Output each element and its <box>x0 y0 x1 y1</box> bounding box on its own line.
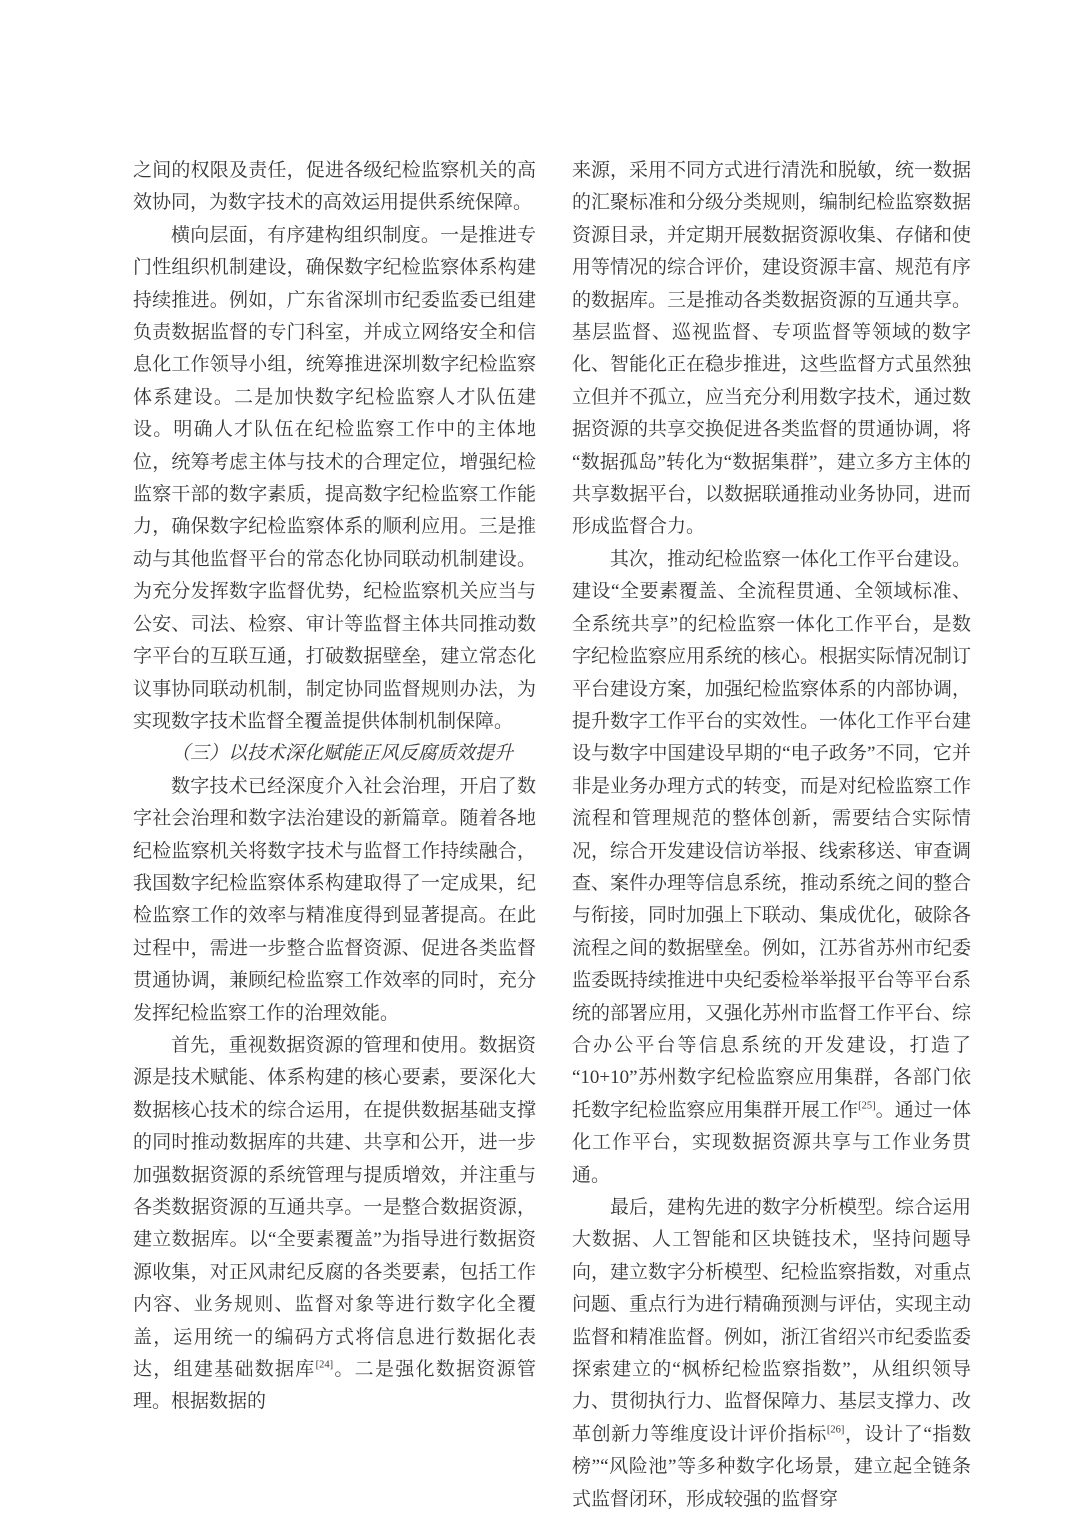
text-run: 来源，采用不同方式进行清洗和脱敏，统一数据的汇聚标准和分级分类规则，编制纪检监察数据资源目录，并定期开展数据资源收集、存储和使用等情况的综合评价，建设资源丰富、规范有序的数据库。三是推动各类数据资源的互通共享。基层监督、巡视监督、专项监督等领域的数字化、智能化正在稳步推进，这些监督方式虽然独立但并不孤立，应当充分利用数字技术，通过数据资源的共享交换促进各类监督的贯通协调，将“数据孤岛”转化为“数据集群”，建立多方主体的共享数据平台，以数据联通推动业务协同，进而形成监督合力。 <box>572 160 972 538</box>
footnote-reference: [25] <box>858 1100 876 1112</box>
text-run: 其次，推动纪检监察一体化工作平台建设。建设“全要素覆盖、全流程贯通、全领域标准、全系统共享”的纪检监察一体化工作平台，是数字纪检监察应用系统的核心。根据实际情况制订平台建设方案，加强纪检监察体系的内部协调，提升数字工作平台的实效性。一体化工作平台建设与数字中国建设早期的“电子政务”不同，它并非是业务办理方式的转变，而是对纪检监察工作流程和管理规范的整体创新，需要结合实际情况，综合开发建设信访举报、线索移送、审查调查、案件办理等信息系统，推动系统之间的整合与衔接，同时加强上下联动、集成优化，破除各流程之间的数据壁垒。例如，江苏省苏州市纪委监委既持续推进中央纪委检举举报平台等平台系统的部署应用，又强化苏州市监督工作平台、综合办公平台等信息系统的开发建设，打造了“10+10”苏州数字纪检监察应用集群，各部门依托数字纪检监察应用集群开展工作 <box>572 548 972 1121</box>
text-run: 数字技术已经深度介入社会治理，开启了数字社会治理和数字法治建设的新篇章。随着各地纪检监察机关将数字技术与监督工作持续融合，我国数字纪检监察体系构建取得了一定成果，纪检监察工作的效率与精准度得到显著提高。在此过程中，需进一步整合监督资源、促进各类监督贯通协调，兼顾纪检监察工作效率的同时，充分发挥纪检监察工作的治理效能。 <box>133 775 536 1024</box>
body-paragraph <box>133 1030 536 1419</box>
text-run: 首先，重视数据资源的管理和使用。数据资源是技术赋能、体系构建的核心要素，要深化大数据核心技术的综合运用，在提供数据基础支撑的同时推动数据库的共建、共享和公开，进一步加强数据资源的系统管理与提质增效，并注重与各类数据资源的互通共享。一是整合数据资源，建立数据库。以“全要素覆盖”为指导进行数据资源收集，对正风肃纪反腐的各类要素，包括工作内容、业务规则、监督对象等进行数字化全覆盖，运用统一的编码方式将信息进行数据化表达，组建基础数据库 <box>133 1034 536 1381</box>
body-paragraph <box>572 544 971 1192</box>
text-run: 横向层面，有序建构组织制度。一是推进专门性组织机制建设，确保数字纪检监察体系构建持续推进。例如，广东省深圳市纪委监委已组建负责数据监督的专门科室，并成立网络安全和信息化工作领导小组，统筹推进深圳数字纪检监察体系建设。二是加快数字纪检监察人才队伍建设。明确人才队伍在纪检监察工作中的主体地位，统筹考虑主体与技术的合理定位，增强纪检监察干部的数字素质，提高数字纪检监察工作能力，确保数字纪检监察体系的顺利应用。三是推动与其他监督平台的常态化协同联动机制建设。为充分发挥数字监督优势，纪检监察机关应当与公安、司法、检察、审计等监督主体共同推动数字平台的互联互通，打破数据壁垒，建立常态化议事协同联动机制，制定协同监督规则办法，为实现数字技术监督全覆盖提供体制机制保障。 <box>133 224 536 732</box>
body-paragraph <box>133 771 536 1030</box>
body-paragraph <box>133 155 536 220</box>
text-run: 之间的权限及责任，促进各级纪检监察机关的高效协同，为数字技术的高效运用提供系统保障。 <box>133 160 536 214</box>
right-column <box>572 155 971 1516</box>
text-run: 。二是强化数据资源管理。根据数据的 <box>133 1359 536 1413</box>
footnote-reference: [26] <box>826 1424 845 1436</box>
text-run: 。通过一体化工作平台，实现数据资源共享与工作业务贯通。 <box>572 1099 971 1186</box>
footnote-reference: [24] <box>315 1359 334 1371</box>
left-column <box>133 155 536 1516</box>
body-paragraph <box>572 1192 971 1516</box>
body-paragraph <box>572 155 971 544</box>
text-run: ，设计了“指数榜”“风险池”等多种数字化场景，建立起全链条式监督闭环，形成较强的监督穿 <box>572 1423 971 1510</box>
body-paragraph <box>133 220 536 739</box>
text-run: （三）以技术深化赋能正风反腐质效提升 <box>171 743 514 765</box>
page-content <box>133 155 971 1516</box>
section-heading <box>133 738 536 770</box>
text-run: 最后，建构先进的数字分析模型。综合运用大数据、人工智能和区块链技术，坚持问题导向，建立数字分析模型、纪检监察指数，对重点问题、重点行为进行精确预测与评估，实现主动监督和精准监督。例如，浙江省绍兴市纪委监委探索建立的“枫桥纪检监察指数”，从组织领导力、贯彻执行力、监督保障力、基层支撑力、改革创新力等维度设计评价指标 <box>572 1197 972 1445</box>
